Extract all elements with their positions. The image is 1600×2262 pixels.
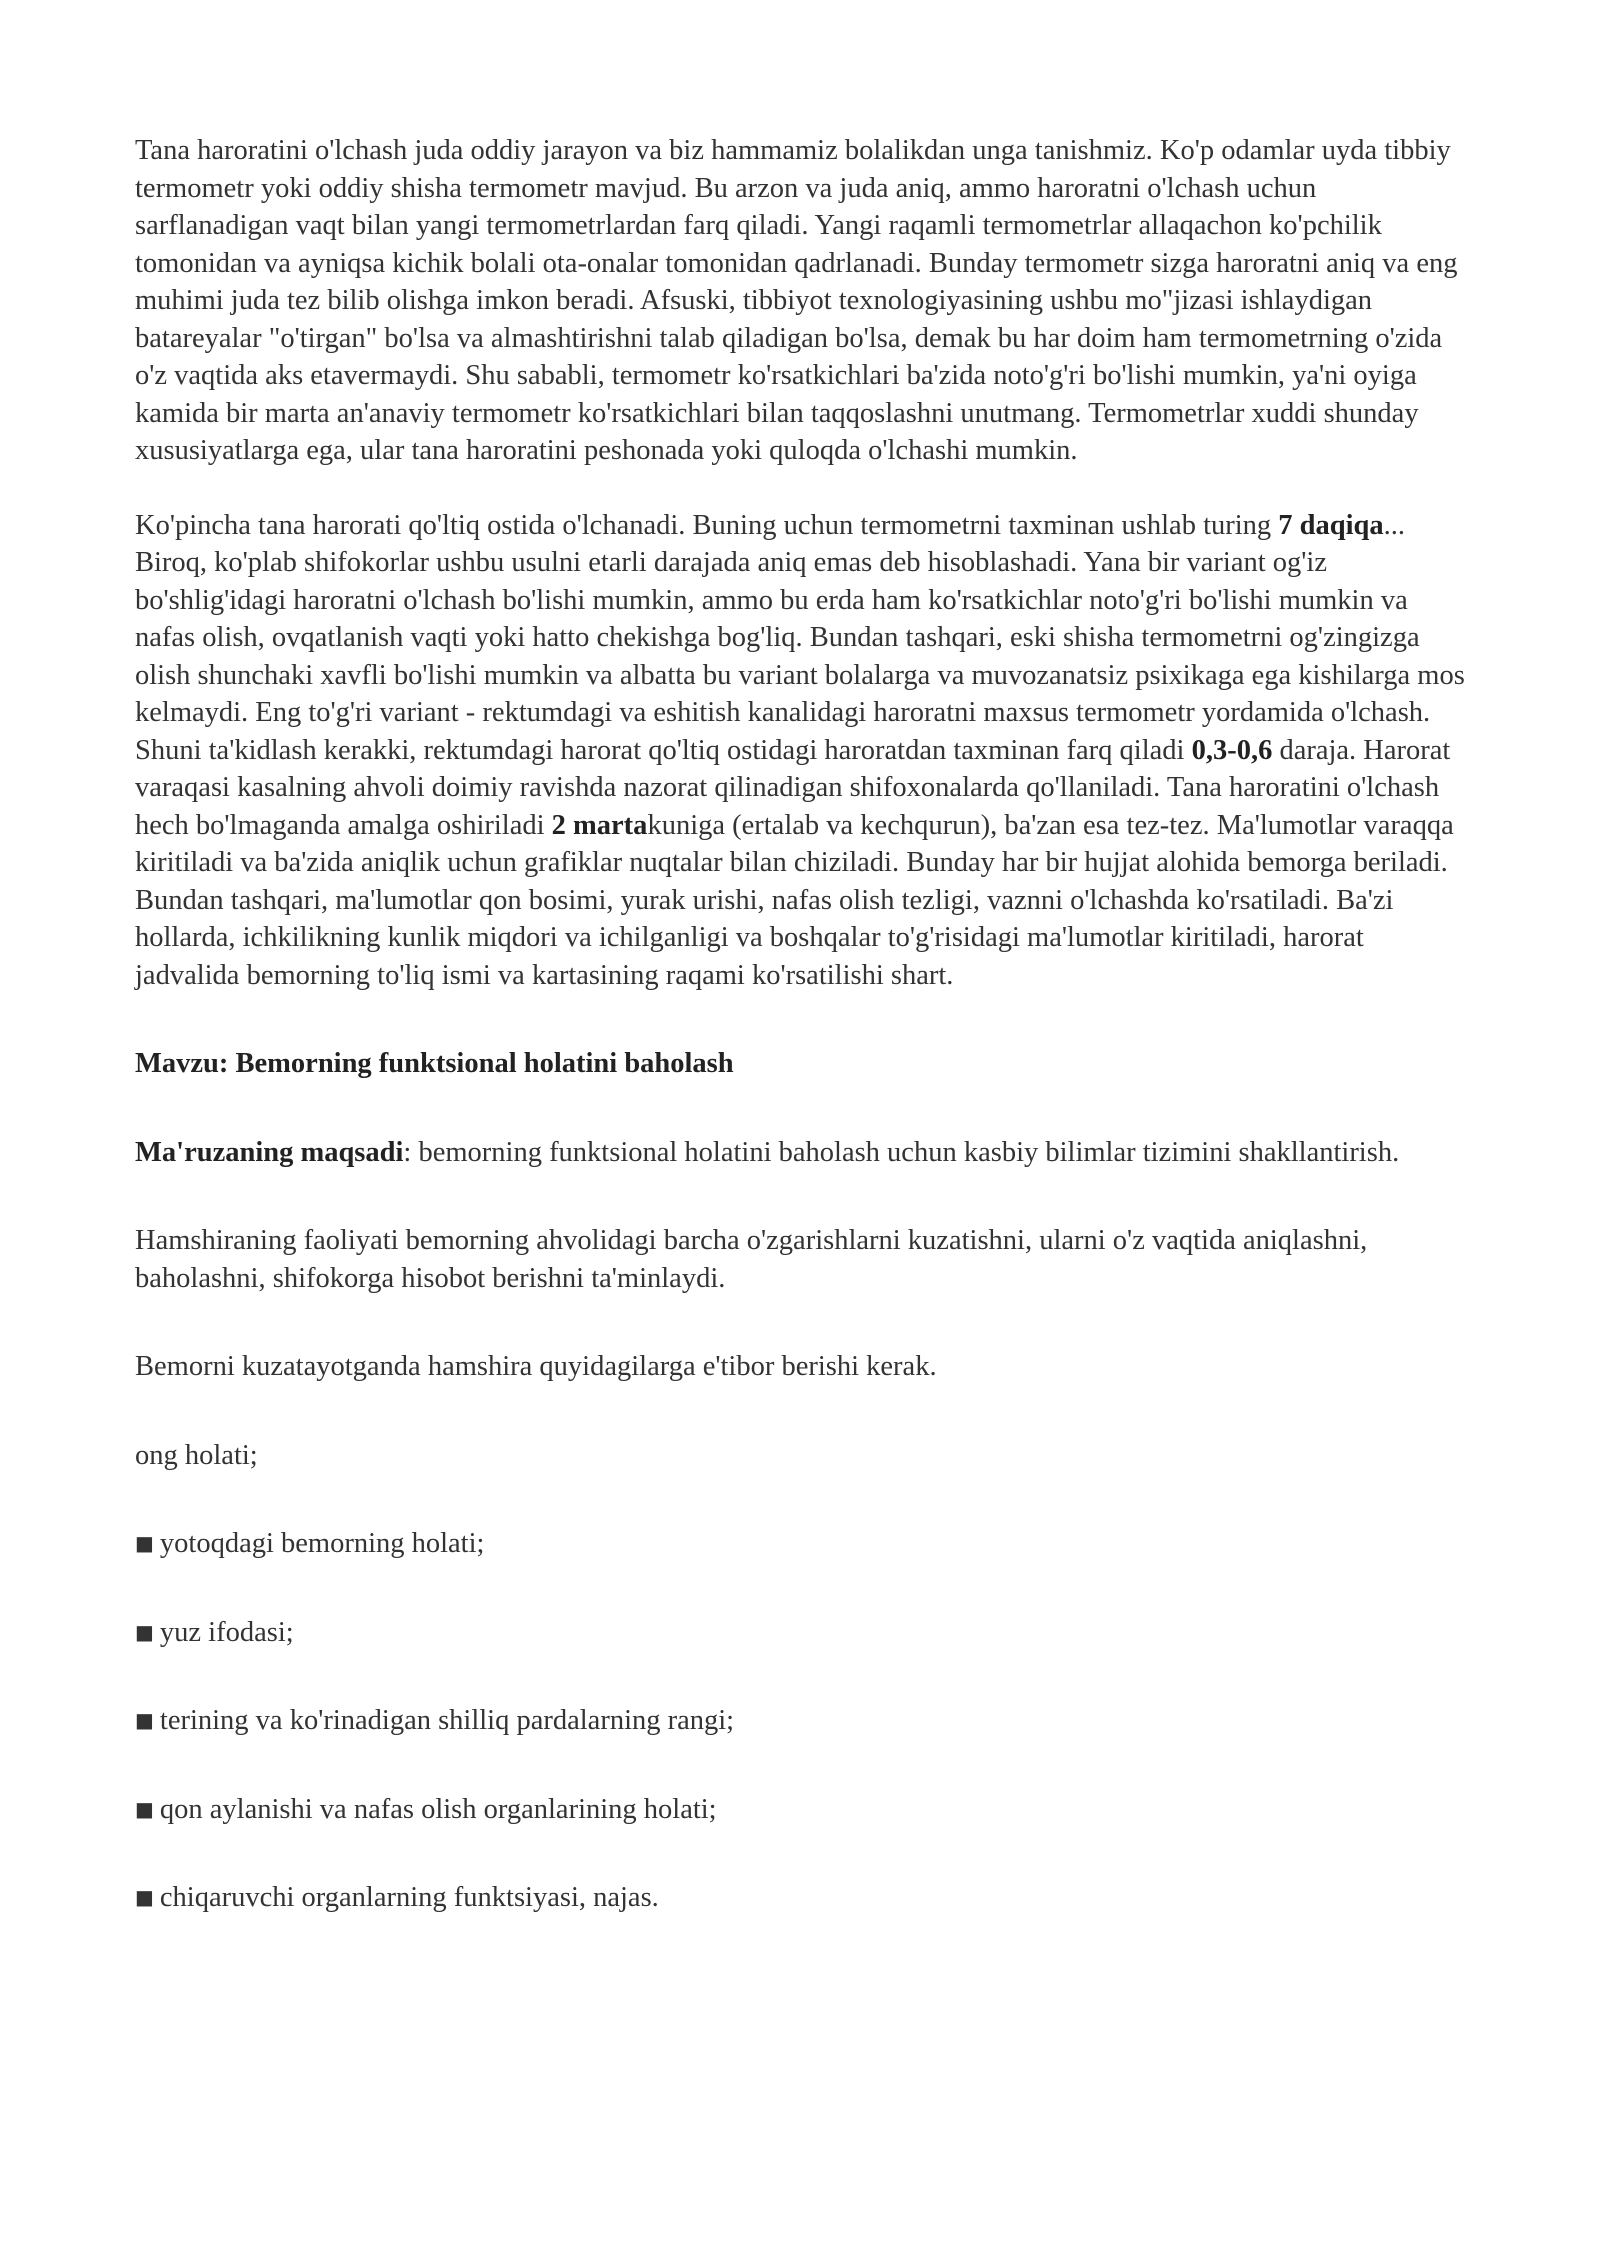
paragraph-thermometers: Tana haroratini o'lchash juda oddiy jarayon va biz hammamiz bolalikdan unga tanishmiz. Ko'p odamlar uyda tibbiy termometr yoki oddiy shisha termometr mavjud. Bu arzon va juda aniq, ammo haroratni o'lchash uchun sarflanadigan vaqt bilan yangi termometrlardan farq qiladi. Yangi raqamli termometrlar allaqachon ko'pchilik tomonidan va ayniqsa kichik bolali ota-onalar tomonidan qadrlanadi. Bunday termometr sizga haroratni aniq va eng muhimi juda tez bilib olishga imkon beradi. Afsuski, tibbiyot texnologiyasining ushbu mo"jizasi ishlaydigan batareyalar "o'tirgan" bo'lsa va almashtirishni talab qiladigan bo'lsa, demak bu har doim ham termometrning o'zida o'z vaqtida aks etavermaydi. Shu sababli, termometr ko'rsatkichlari ba'zida noto'g'ri bo'lishi mumkin, ya'ni oyiga kamida bir marta an'anaviy termometr ko'rsatkichlari bilan taqqoslashni unutmang. Termometrlar xuddi shunday xususiyatlarga ega, ular tana haroratini peshonada yoki quloqda o'lchashi mumkin. [135, 135, 1458, 466]
list-item [135, 1525, 1465, 1563]
list-item [135, 1879, 1465, 1917]
paragraph-text: Ko'pincha tana harorati qo'ltiq ostida o'lchanadi. Buning uchun termometrni taxminan ushlab turing [135, 509, 1279, 541]
bold-frequency: 2 marta [551, 809, 648, 841]
bullet-square-icon: ■ [135, 1619, 154, 1644]
list-item-consciousness: ong holati; [135, 1439, 258, 1471]
paragraph-text: ... Biroq, ko'plab shifokorlar ushbu usulni etarli darajada aniq emas deb hisoblashadi. Yana bir variant og'iz bo'shlig'idagi haroratni o'lchash bo'lishi mumkin, ammo bu erda ham ko'rsatkichlar noto'g'ri bo'lishi mumkin va nafas olish, ovqatlanish vaqti yoki hatto chekishga bog'liq. Bundan tashqari, eski shisha termometrni og'zingizga olish shunchaki xavfli bo'lishi mumkin va albatta bu variant bolalarga va muvozanatsiz psixikaga ega kishilarga mos kelmaydi. Eng to'g'ri variant - rektumdagi va eshitish kanalidagi haroratni maxsus termometr yordamida o'lchash. Shuni ta'kidlash kerakki, rektumdagi harorat qo'ltiq ostidagi haroratdan taxminan farq qiladi [135, 509, 1465, 766]
paragraph-text: kuniga (ertalab va kechqurun), ba'zan esa tez-tez. Ma'lumotlar varaqqa kiritiladi va ba'zida aniqlik uchun grafiklar nuqtalar bilan chiziladi. Bunday har bir hujjat alohida bemorga beriladi. Bundan tashqari, ma'lumotlar qon bosimi, yurak urishi, nafas olish tezligi, vaznni o'lchashda ko'rsatiladi. Ba'zi hollarda, ichkilikning kunlik miqdori va ichilganligi va boshqalar to'g'risidagi ma'lumotlar kiritiladi, harorat jadvalida bemorning to'liq ismi va kartasining raqami ko'rsatilishi shart. [135, 809, 1454, 991]
list-item [135, 1791, 1465, 1829]
list-item-text: chiqaruvchi organlarning funktsiyasi, najas. [159, 1882, 659, 1913]
bullet-square-icon: ■ [135, 1796, 154, 1821]
list-item-text: qon aylanishi va nafas olish organlarining holati; [159, 1793, 717, 1825]
bold-duration: 7 daqiqa [1278, 509, 1384, 541]
list-item-text: yotoqdagi bemorning holati; [159, 1528, 485, 1559]
list-item [135, 1702, 1465, 1740]
topic-heading [135, 1045, 1465, 1083]
lecture-goal-label: Ma'ruzaning maqsadi [135, 1136, 404, 1168]
lecture-goal-text: : bemorning funktsional holatini baholash uchun kasbiy bilimlar tizimini shakllantirish. [403, 1136, 1400, 1168]
list-item-text: yuz ifodasi; [159, 1616, 294, 1648]
topic-heading-text: Mavzu: Bemorning funktsional holatini baholash [135, 1048, 734, 1079]
lecture-goal [135, 1134, 1465, 1172]
list-item-text: terining va ko'rinadigan shilliq pardalarning rangi; [159, 1705, 735, 1736]
list-item [135, 1614, 1465, 1652]
paragraph-observation-intro: Bemorni kuzatayotganda hamshira quyidagilarga e'tibor berishi kerak. [135, 1351, 937, 1382]
paragraph-nurse-activity: Hamshiraning faoliyati bemorning ahvolidagi barcha o'zgarishlarni kuzatishni, ularni o'z vaqtida aniqlashni, baholashni, shifokorga hisobot berishni ta'minlaydi. [135, 1225, 1368, 1294]
bullet-square-icon: ■ [135, 1531, 154, 1555]
paragraph-measurement-methods [135, 507, 1465, 995]
document-body [135, 132, 1465, 1917]
bold-temperature-difference: 0,3-0,6 [1191, 734, 1273, 766]
paragraph-text: daraja. Harorat varaqasi kasalning ahvoli doimiy ravishda nazorat qilinadigan shifoxonalarda qo'llaniladi. Tana haroratini o'lchash hech bo'lmaganda amalga oshiriladi [135, 734, 1451, 841]
bullet-square-icon: ■ [135, 1708, 154, 1732]
bullet-square-icon: ■ [135, 1885, 154, 1909]
